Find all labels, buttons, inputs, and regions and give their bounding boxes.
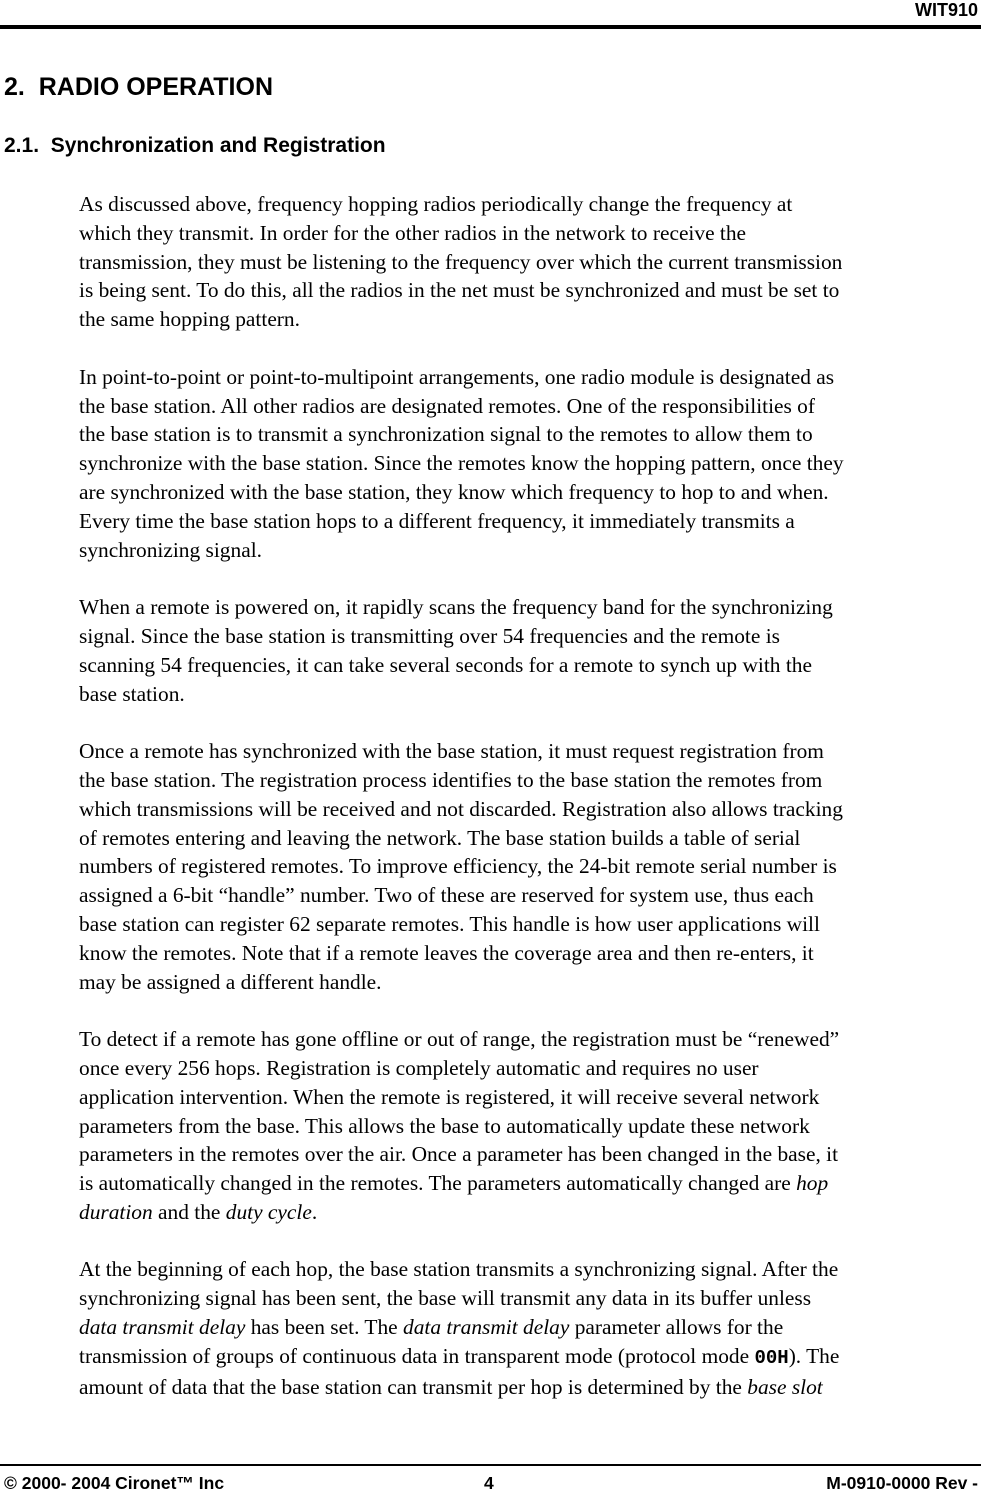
text-line (79, 478, 979, 507)
text-line (79, 651, 979, 680)
code-value: 00H (754, 1346, 789, 1369)
text-line (79, 363, 979, 392)
paragraph (79, 593, 979, 708)
italic-term: data transmit delay (79, 1315, 246, 1340)
italic-term: duty cycle (225, 1199, 312, 1224)
text-line (79, 248, 979, 277)
text-run: of remotes entering and leaving the network. The base station builds a table of serial (79, 825, 801, 850)
text-run: the base station is to transmit a synchronization signal to the remotes to allow them to (79, 422, 813, 447)
text-run: which they transmit. In order for the other radios in the network to receive the (79, 220, 747, 245)
text-run: is being sent. To do this, all the radios in the net must be synchronized and must be set to (79, 278, 840, 303)
text-run: may be assigned a different handle. (79, 969, 382, 994)
text-line (79, 190, 979, 219)
text-line (79, 824, 979, 853)
text-line (79, 593, 979, 622)
text-line (79, 968, 979, 997)
text-run: which transmissions will be received and not discarded. Registration also allows tracking (79, 796, 843, 821)
text-run: parameters from the base. This allows the base to automatically update these network (79, 1113, 810, 1138)
text-run: are synchronized with the base station, they know which frequency to hop to and when. (79, 479, 829, 504)
text-run: . (311, 1199, 318, 1224)
text-run: numbers of registered remotes. To improve efficiency, the 24-bit remote serial number is (79, 854, 837, 879)
text-line (79, 852, 979, 881)
text-run: parameters in the remotes over the air. Once a parameter has been changed in the base, it (79, 1142, 839, 1167)
text-run: When a remote is powered on, it rapidly scans the frequency band for the synchronizing (79, 595, 833, 620)
text-line (79, 881, 979, 910)
text-line (79, 1083, 979, 1112)
text-line (79, 795, 979, 824)
text-line (79, 420, 979, 449)
text-line (79, 1025, 979, 1054)
text-line (79, 1140, 979, 1169)
text-line (79, 1342, 979, 1373)
text-line (79, 680, 979, 709)
text-run: base station can register 62 separate remotes. This handle is how user applications will (79, 911, 820, 936)
text-run: application intervention. When the remote is registered, it will receive several network (79, 1084, 820, 1109)
italic-term: duration (79, 1199, 153, 1224)
header-rule (0, 25, 981, 29)
text-run: and the (152, 1199, 226, 1224)
text-run: Every time the base station hops to a different frequency, it immediately transmits a (79, 508, 795, 533)
section-heading: 2. RADIO OPERATION (4, 73, 274, 101)
footer-copyright: © 2000- 2004 Cironet™ Inc (4, 1473, 225, 1493)
text-run: parameter allows for the (569, 1315, 784, 1340)
text-line (79, 1169, 979, 1198)
text-line (79, 1284, 979, 1313)
text-run: transmission, they must be listening to the frequency over which the current transmission (79, 249, 843, 274)
text-line (79, 737, 979, 766)
subsection-heading: 2.1. Synchronization and Registration (4, 134, 386, 157)
text-run: the base station. The registration process identifies to the base station the remotes from (79, 767, 823, 792)
text-line (79, 1198, 979, 1227)
text-run: scanning 54 frequencies, it can take several seconds for a remote to synch up with the (79, 652, 812, 677)
text-run: assigned a 6-bit “handle” number. Two of these are reserved for system use, thus each (79, 883, 814, 908)
text-run: amount of data that the base station can transmit per hop is determined by the (79, 1374, 748, 1399)
italic-term: base slot (747, 1374, 823, 1399)
header-doc-id: WIT910 (914, 0, 978, 20)
text-line (79, 910, 979, 939)
text-line (79, 276, 979, 305)
text-run: ). The (788, 1343, 840, 1368)
text-run: has been set. The (245, 1315, 403, 1340)
text-line (79, 305, 979, 334)
text-line (79, 219, 979, 248)
text-line (79, 392, 979, 421)
text-run: is automatically changed in the remotes. The parameters automatically changed are (79, 1171, 797, 1196)
italic-term: data transmit delay (403, 1315, 570, 1340)
paragraph (79, 737, 979, 996)
footer-page-number: 4 (484, 1473, 494, 1493)
text-run: At the beginning of each hop, the base station transmits a synchronizing signal. After the (79, 1257, 839, 1282)
text-run: In point-to-point or point-to-multipoint arrangements, one radio module is designated as (79, 364, 835, 389)
text-line (79, 1054, 979, 1083)
footer-doc-number: M-0910-0000 Rev - (826, 1473, 978, 1493)
paragraph (79, 1255, 979, 1401)
text-run: know the remotes. Note that if a remote leaves the coverage area and then re-enters, it (79, 940, 814, 965)
text-run: the base station. All other radios are designated remotes. One of the responsibilities of (79, 393, 816, 418)
text-run: Once a remote has synchronized with the base station, it must request registration from (79, 739, 824, 764)
paragraph (79, 1025, 979, 1227)
text-line (79, 1373, 979, 1402)
footer-rule (0, 1464, 981, 1466)
text-run: synchronizing signal has been sent, the base will transmit any data in its buffer unless (79, 1286, 812, 1311)
text-run: once every 256 hops. Registration is completely automatic and requires no user (79, 1055, 759, 1080)
text-line (79, 1313, 979, 1342)
text-run: signal. Since the base station is transmitting over 54 frequencies and the remote is (79, 623, 780, 648)
text-line (79, 766, 979, 795)
text-run: base station. (79, 681, 185, 706)
text-run: transmission of groups of continuous data in transparent mode (protocol mode (79, 1343, 755, 1368)
text-run: synchronize with the base station. Since the remotes know the hopping pattern, once they (79, 451, 844, 476)
paragraph (79, 363, 979, 565)
text-line (79, 507, 979, 536)
text-line (79, 1255, 979, 1284)
paragraph (79, 190, 979, 334)
text-line (79, 622, 979, 651)
text-line (79, 1112, 979, 1141)
text-line (79, 449, 979, 478)
text-line (79, 536, 979, 565)
text-line (79, 939, 979, 968)
text-run: the same hopping pattern. (79, 307, 300, 332)
italic-term: hop (796, 1171, 829, 1196)
text-run: synchronizing signal. (79, 537, 262, 562)
text-run: To detect if a remote has gone offline or out of range, the registration must be “renewed” (79, 1027, 840, 1052)
text-run: As discussed above, frequency hopping radios periodically change the frequency at (79, 192, 793, 216)
body-text (79, 190, 979, 1430)
